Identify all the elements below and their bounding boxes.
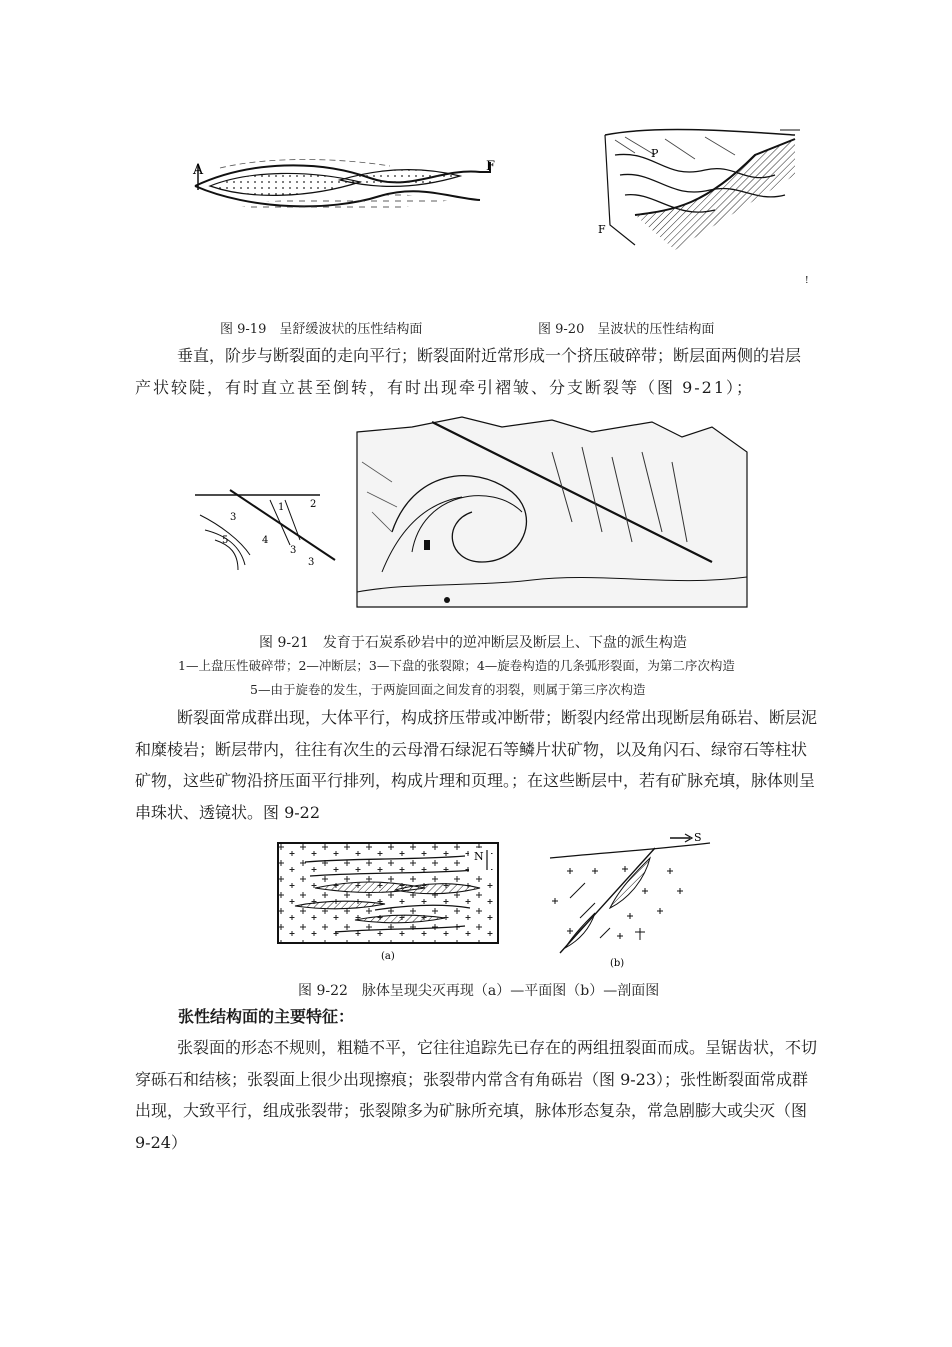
para2-text: 断裂面常成群出现，大体平行，构成挤压带或冲断带；断裂内经常出现断层角砾岩、断层泥和糜棱岩；断层带内，往往有次生的云母滑石绿泥石等鳞片状矿物，以及角闪石、绿帘石等柱状矿物，这些矿物沿挤压面平行排列，构成片理和页理。；在这些断层中，若有矿脉充填，脉体则呈串珠状、透镜状。图 9-22 xyxy=(135,708,818,822)
fig21-n3b: 3 xyxy=(290,545,297,556)
fig21-legend-line2: 5—由于旋卷的发生，于两旋回面之间发育的羽裂，则属于第三序次构造 xyxy=(250,682,646,697)
paragraph-2 xyxy=(135,702,820,828)
fig22-caption: 图 9-22 脉体呈现尖灭再现（a）—平面图（b）—剖面图 xyxy=(298,983,660,999)
fig19-caption: 图 9-19 呈舒缓波状的压性结构面 xyxy=(220,322,423,337)
fig21-n4: 4 xyxy=(262,535,269,546)
figure-9-19 xyxy=(190,150,520,230)
figure-9-22b xyxy=(540,828,720,973)
fig22-north: N xyxy=(474,850,484,863)
section-heading: 张性结构面的主要特征： xyxy=(178,1007,355,1026)
paragraph-3 xyxy=(135,1032,820,1158)
svg-text:!: ! xyxy=(805,276,809,285)
fig19-label-right: F xyxy=(486,159,496,174)
fig22-south: S xyxy=(694,831,702,844)
fig20-label-p: P xyxy=(651,147,659,160)
fig21-n5: 5 xyxy=(222,535,229,546)
figure-9-21-landscape-sketch xyxy=(352,412,752,612)
paragraph-1 xyxy=(135,340,820,403)
fig22-label-a: (a) xyxy=(381,951,395,962)
fig19-label-left: A xyxy=(193,162,204,178)
figure-9-21-left-sketch xyxy=(190,485,350,580)
figure-9-22a xyxy=(275,840,505,965)
para1-line1: 垂直，阶步与断裂面的走向平行；断裂面附近常形成一个挤压破碎带；断层面两侧的岩层 xyxy=(177,346,802,365)
para1-line2: 产状较陡，有时直立甚至倒转，有时出现牵引褶皱、分支断裂等（图 9-21）； xyxy=(135,377,755,397)
fig22-label-b: (b) xyxy=(610,958,625,969)
fig20-label-f: F xyxy=(598,223,606,236)
para3-text: 张裂面的形态不规则，粗糙不平，它往往追踪先已存在的两组扭裂面而成。呈锯齿状，不切穿砾石和结核；张裂面上很少出现擦痕；张裂带内常含有角砾岩（图 9-23）；张性断裂面常成群出现，大致平行，组成张裂带；张裂隙多为矿脉所充填，脉体形态复杂，常急剧膨大或尖灭（图 9-24） xyxy=(135,1038,818,1152)
fig21-caption: 图 9-21 发育于石炭系砂岩中的逆冲断层及断层上、下盘的派生构造 xyxy=(259,635,687,651)
fig21-n3a: 3 xyxy=(230,512,237,523)
fig21-n3c: 3 xyxy=(308,557,315,568)
fig21-legend-line1: 1—上盘压性破碎带；2—冲断层；3—下盘的张裂隙；4—旋卷构造的几条弧形裂面，为第二序次构造 xyxy=(178,658,735,673)
fig20-caption: 图 9-20 呈波状的压性结构面 xyxy=(538,322,715,337)
fig21-n2: 2 xyxy=(310,499,317,510)
fig21-n1: 1 xyxy=(278,502,285,513)
figure-9-20 xyxy=(595,125,813,285)
